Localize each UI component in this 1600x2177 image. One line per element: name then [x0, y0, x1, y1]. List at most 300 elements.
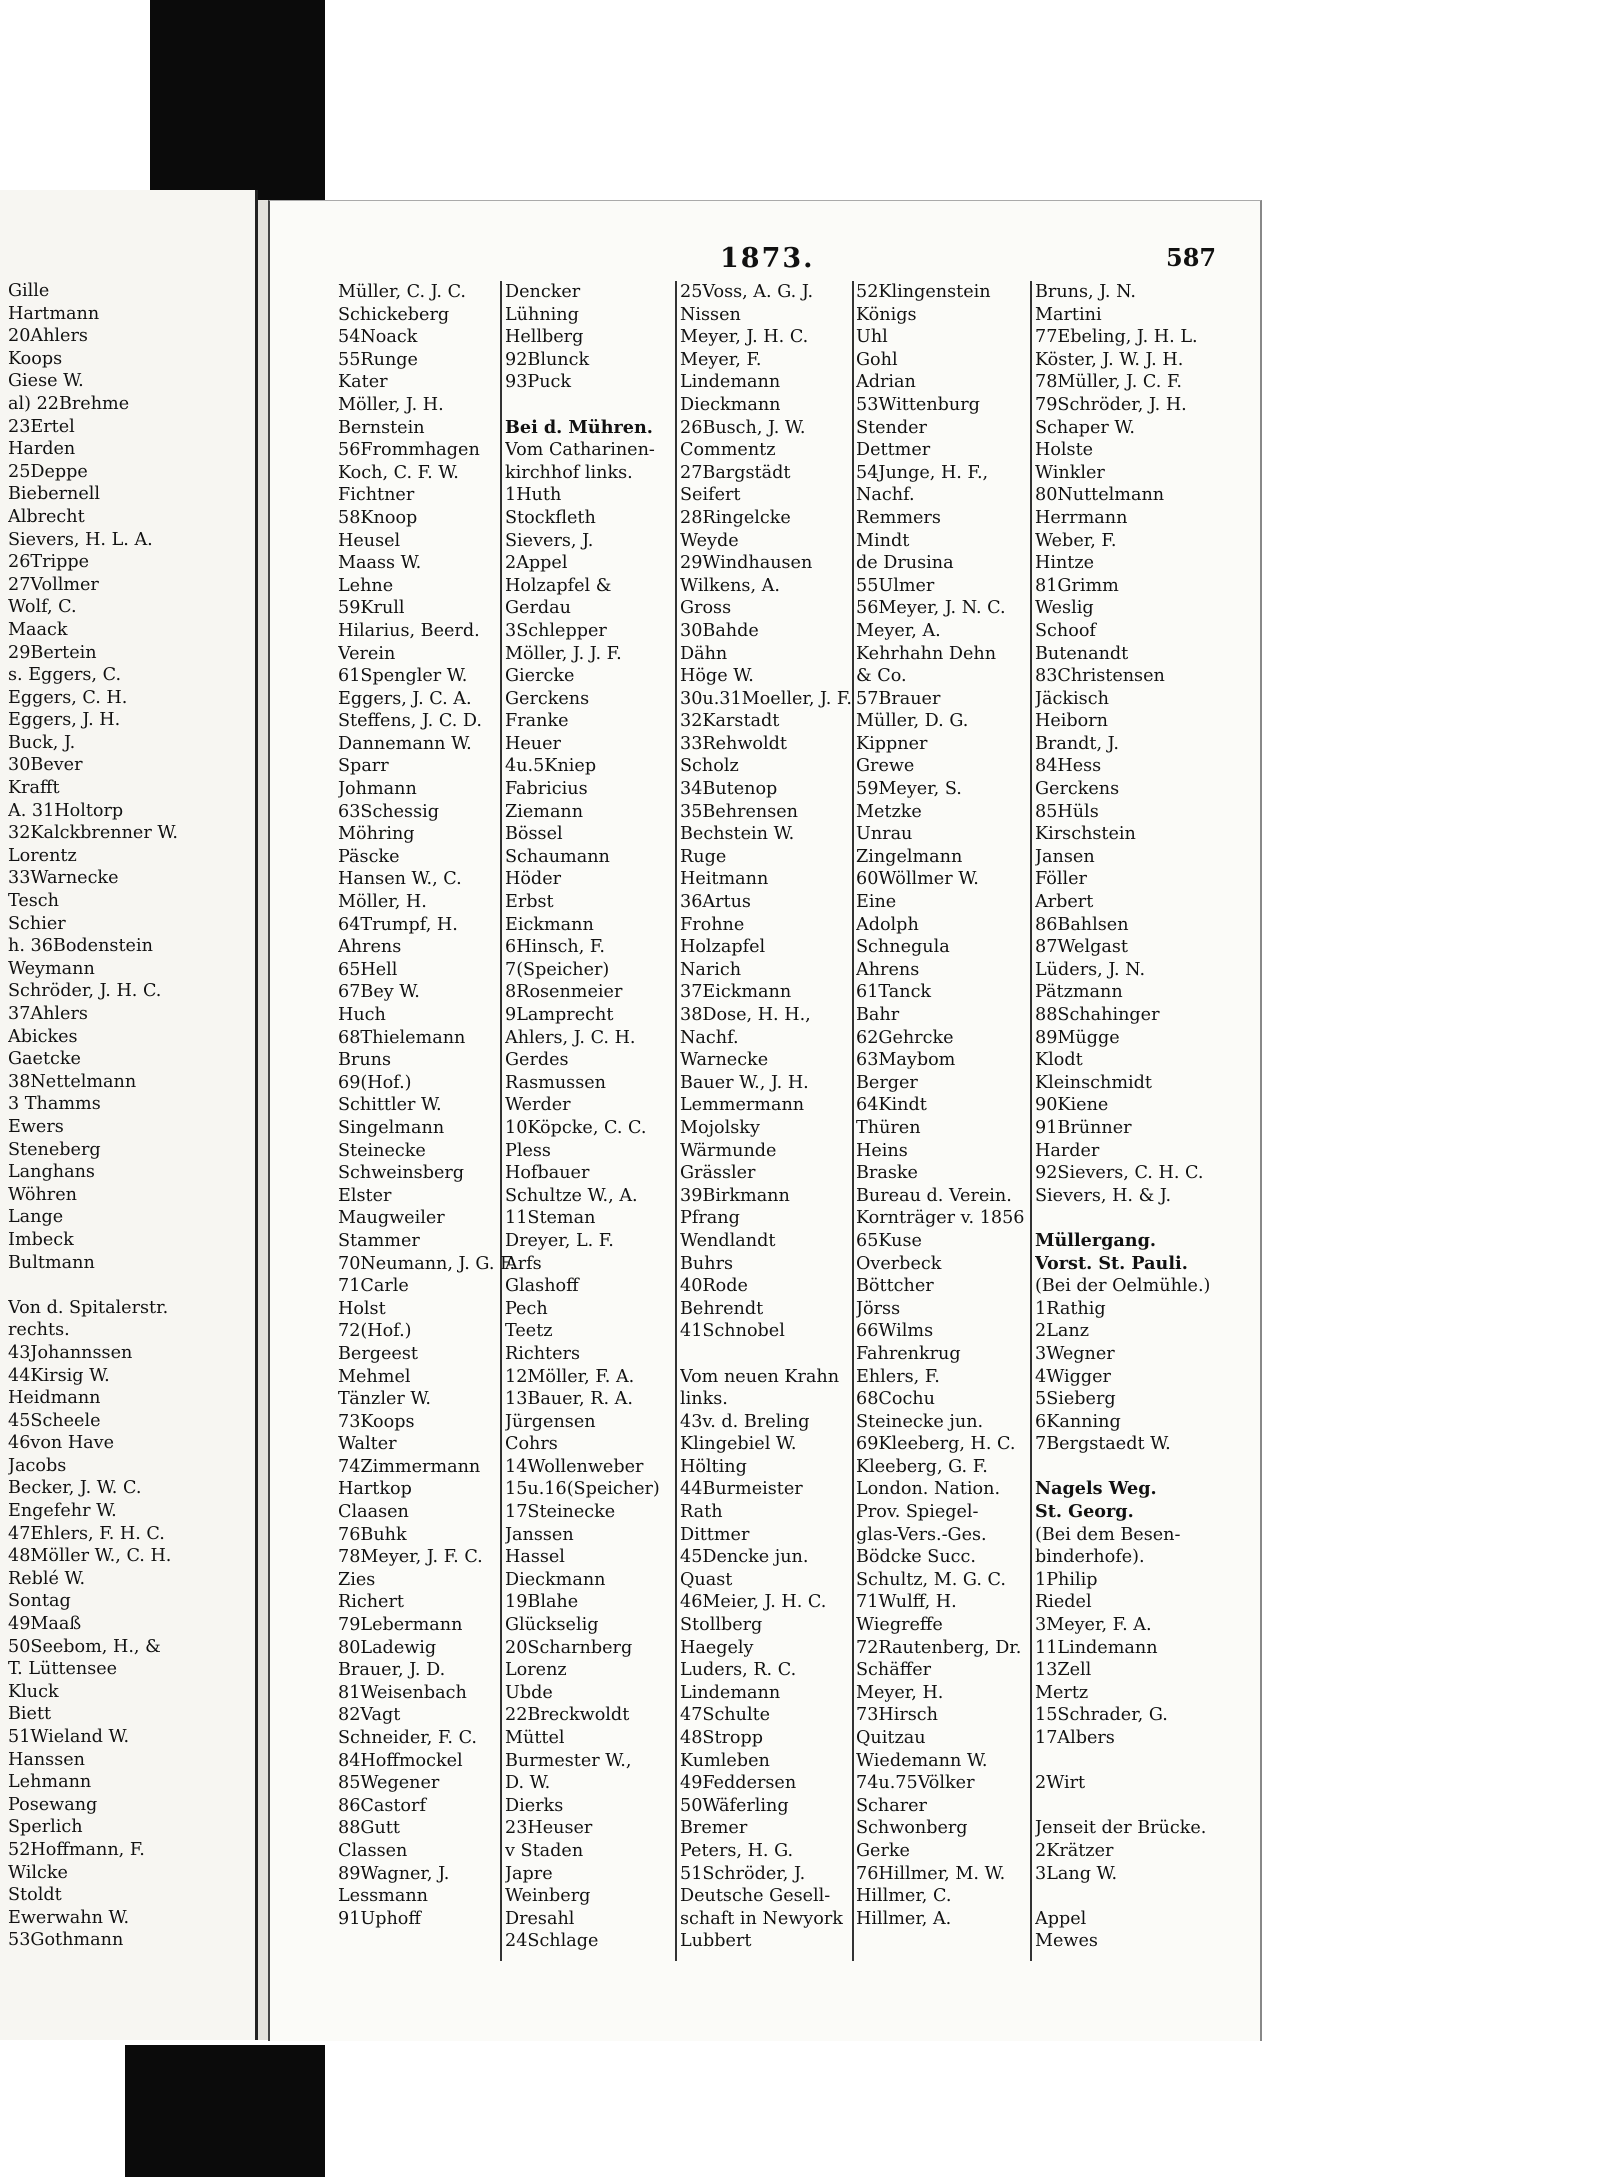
directory-entry: 32Karstadt: [680, 711, 780, 732]
directory-entry: Bechstein W.: [680, 824, 795, 845]
directory-entry: Glashoff: [505, 1276, 579, 1297]
directory-entry: Möller, J. H.: [338, 394, 444, 415]
directory-entry: Fichtner: [338, 485, 415, 506]
directory-entry: 89Wagner, J.: [338, 1863, 450, 1884]
directory-entry: 49Maaß: [8, 1614, 82, 1635]
directory-entry: Eine: [856, 892, 897, 913]
directory-entry: Lühning: [505, 304, 579, 325]
directory-entry: 78Müller, J. C. F.: [1035, 372, 1183, 393]
directory-entry: 43Johannssen: [8, 1342, 133, 1363]
directory-entry: 29Windhausen: [680, 553, 813, 574]
directory-entry: Burmester W.,: [505, 1750, 632, 1771]
directory-entry: Ahlers, J. C. H.: [505, 1027, 636, 1048]
directory-entry: al) 22Brehme: [8, 393, 130, 414]
directory-entry: Thüren: [856, 1117, 921, 1138]
directory-entry: Maugweiler: [338, 1208, 445, 1229]
directory-entry: Schickeberg: [338, 304, 450, 325]
directory-entry: Stoldt: [8, 1885, 62, 1906]
directory-entry: & Co.: [856, 666, 907, 687]
directory-entry: 2Krätzer: [1035, 1840, 1114, 1861]
directory-entry: [1035, 1456, 1210, 1479]
directory-entry: Zingelmann: [856, 846, 963, 867]
directory-entry: 26Trippe: [8, 552, 90, 573]
directory-entry: 76Buhk: [338, 1524, 407, 1545]
directory-entry: Wilkens, A.: [680, 575, 780, 596]
directory-entry: 68Thielemann: [338, 1027, 466, 1048]
directory-entry: 56Meyer, J. N. C.: [856, 598, 1006, 619]
directory-entry: 37Eickmann: [680, 982, 792, 1003]
directory-entry: 12Möller, F. A.: [505, 1366, 635, 1387]
directory-entry: 4Wigger: [1035, 1366, 1111, 1387]
directory-entry: Adolph: [856, 914, 919, 935]
page-number: 587: [1166, 243, 1217, 272]
directory-entry: Meyer, A.: [856, 620, 941, 641]
directory-entry: Schnegula: [856, 937, 950, 958]
directory-entry: Dieckmann: [680, 394, 781, 415]
directory-entry: Müller, D. G.: [856, 711, 969, 732]
column-rule: [1030, 281, 1032, 1961]
directory-entry: Vom neuen Krahn: [680, 1366, 840, 1387]
directory-entry: 15Schrader, G.: [1035, 1705, 1168, 1726]
directory-entry: 58Knoop: [338, 507, 418, 528]
directory-entry: 3Schlepper: [505, 620, 607, 641]
directory-entry: 59Krull: [338, 598, 405, 619]
directory-column-3: [680, 281, 852, 1953]
directory-entry: 24Schlage: [505, 1931, 599, 1952]
directory-entry: 40Rode: [680, 1276, 748, 1297]
directory-entry: Claasen: [338, 1502, 409, 1523]
directory-entry: 80Ladewig: [338, 1637, 437, 1658]
directory-entry: 30Bahde: [680, 620, 759, 641]
directory-entry: 2Lanz: [1035, 1321, 1089, 1342]
directory-entry: Jenseit der Brücke.: [1035, 1818, 1207, 1839]
directory-entry: Quitzau: [856, 1728, 926, 1748]
directory-entry: 80Nuttelmann: [1035, 485, 1165, 506]
directory-entry: Harder: [1035, 1140, 1100, 1161]
directory-entry: 49Feddersen: [680, 1773, 797, 1794]
directory-entry: 33Rehwoldt: [680, 733, 787, 754]
directory-entry: 3Wegner: [1035, 1343, 1115, 1364]
directory-entry: [505, 394, 660, 417]
directory-entry: Weslig: [1035, 598, 1094, 619]
directory-entry: Mindt: [856, 530, 910, 551]
directory-entry: Lange: [8, 1207, 64, 1228]
directory-entry: 32Kalckbrenner W.: [8, 823, 178, 844]
directory-entry: Johmann: [338, 779, 417, 800]
directory-entry: Kornträger v. 1856: [856, 1208, 1025, 1229]
directory-entry: Weyde: [680, 530, 739, 551]
directory-entry: 5Sieberg: [1035, 1389, 1116, 1410]
directory-entry: Schröder, J. H. C.: [8, 981, 162, 1002]
directory-entry: Weymann: [8, 958, 95, 979]
directory-entry: 52Klingenstein: [856, 282, 991, 302]
directory-entry: Lüders, J. N.: [1035, 959, 1146, 980]
page-gutter: [258, 200, 268, 2040]
directory-entry: Sievers, J.: [505, 530, 594, 551]
directory-entry: 71Wulff, H.: [856, 1592, 957, 1613]
directory-entry: 6Kanning: [1035, 1411, 1121, 1432]
directory-entry: Dierks: [505, 1795, 564, 1816]
directory-entry: 1Rathig: [1035, 1298, 1106, 1319]
directory-entry: Hintze: [1035, 553, 1095, 574]
directory-entry: 36Artus: [680, 892, 751, 913]
directory-entry: Winkler: [1035, 462, 1105, 483]
directory-entry: (Bei dem Besen-: [1035, 1524, 1181, 1545]
directory-entry: 54Noack: [338, 327, 418, 348]
directory-entry: Schittler W.: [338, 1095, 442, 1116]
directory-entry: 70Neumann, J. G. F.: [338, 1253, 516, 1274]
left-page: [0, 190, 258, 2040]
directory-entry: Gross: [680, 598, 732, 619]
directory-entry: Reblé W.: [8, 1568, 86, 1589]
directory-entry: Mertz: [1035, 1682, 1089, 1703]
directory-entry: 20Ahlers: [8, 326, 88, 347]
directory-entry: Nissen: [680, 304, 741, 325]
directory-entry: Herrmann: [1035, 507, 1128, 528]
directory-entry: Giese W.: [8, 371, 84, 392]
directory-entry: Schäffer: [856, 1660, 932, 1681]
directory-entry: 20Scharnberg: [505, 1637, 633, 1658]
directory-entry: Gerckens: [505, 688, 590, 709]
directory-entry: Maass W.: [338, 553, 422, 574]
directory-entry: Schwonberg: [856, 1818, 968, 1839]
directory-entry: 44Kirsig W.: [8, 1365, 110, 1386]
directory-entry: 86Bahlsen: [1035, 914, 1129, 935]
directory-entry: Rasmussen: [505, 1072, 606, 1093]
directory-entry: Steneberg: [8, 1139, 101, 1160]
year-heading: 1873.: [720, 243, 815, 274]
directory-entry: 61Spengler W.: [338, 666, 468, 687]
directory-entry: 1Huth: [505, 485, 562, 506]
directory-entry: 69(Hof.): [338, 1072, 412, 1093]
directory-entry: links.: [680, 1389, 728, 1410]
directory-entry: 7(Speicher): [505, 959, 610, 980]
directory-entry: 3 Thamms: [8, 1094, 101, 1115]
directory-entry: Höge W.: [680, 666, 754, 687]
directory-entry: Fahrenkrug: [856, 1343, 961, 1364]
directory-entry: 27Bargstädt: [680, 462, 791, 483]
directory-entry: 87Welgast: [1035, 937, 1128, 958]
book-spine-bottom: [125, 2045, 325, 2177]
directory-entry: 84Hoffmockel: [338, 1750, 463, 1771]
directory-entry: Giercke: [505, 666, 575, 687]
directory-entry: Steinecke jun.: [856, 1411, 984, 1432]
directory-entry: Holzapfel &: [505, 575, 612, 596]
directory-entry: 71Carle: [338, 1276, 409, 1297]
directory-entry: Riedel: [1035, 1592, 1092, 1613]
directory-entry: Grewe: [856, 756, 915, 777]
directory-entry: Butenandt: [1035, 643, 1129, 664]
directory-entry: Warnecke: [680, 1050, 769, 1071]
directory-column-4: [856, 281, 1024, 1930]
directory-entry: 74Zimmermann: [338, 1456, 481, 1477]
directory-entry: Wendlandt: [680, 1230, 776, 1251]
directory-entry: Hellberg: [505, 327, 584, 348]
directory-entry: Meyer, H.: [856, 1682, 944, 1703]
directory-entry: Dreyer, L. F.: [505, 1230, 614, 1251]
directory-entry: 81Grimm: [1035, 575, 1119, 596]
directory-entry: (Bei der Oelmühle.): [1035, 1276, 1211, 1297]
directory-entry: Mehmel: [338, 1366, 411, 1387]
directory-entry: Hartmann: [8, 303, 100, 324]
directory-column-1: [338, 281, 515, 1930]
directory-entry: Hansen W., C.: [338, 869, 462, 890]
directory-entry: Sontag: [8, 1591, 71, 1612]
directory-entry: Pätzmann: [1035, 982, 1123, 1003]
directory-entry: Huch: [338, 1005, 386, 1025]
directory-entry: Haegely: [680, 1637, 754, 1658]
directory-entry: Bergeest: [338, 1343, 418, 1364]
directory-entry: Hillmer, C.: [856, 1886, 952, 1907]
directory-entry: 93Puck: [505, 372, 572, 393]
directory-entry: 9Lamprecht: [505, 1005, 614, 1025]
directory-entry: Holste: [1035, 440, 1094, 461]
directory-entry: Mojolsky: [680, 1117, 760, 1138]
directory-entry: 54Junge, H. F.,: [856, 462, 989, 483]
directory-entry: Biett: [8, 1704, 52, 1725]
directory-entry: Ahrens: [856, 959, 920, 980]
directory-entry: 88Schahinger: [1035, 1005, 1160, 1025]
directory-entry: Steinecke: [338, 1140, 426, 1161]
directory-entry: Quast: [680, 1569, 733, 1590]
directory-entry: Brauer, J. D.: [338, 1660, 446, 1681]
directory-entry: Gerdes: [505, 1050, 569, 1071]
directory-entry: 43v. d. Breling: [680, 1411, 810, 1432]
directory-entry: Eggers, C. H.: [8, 687, 128, 708]
directory-entry: 33Warnecke: [8, 868, 119, 889]
directory-entry: Nachf.: [680, 1027, 739, 1048]
directory-entry: Hofbauer: [505, 1163, 590, 1184]
directory-entry: Müllergang.: [1035, 1229, 1157, 1251]
column-rule: [852, 281, 854, 1961]
directory-entry: Arbert: [1035, 892, 1094, 913]
directory-entry: 62Gehrcke: [856, 1027, 954, 1048]
directory-entry: Bruns: [338, 1050, 392, 1071]
directory-entry: Frohne: [680, 914, 745, 935]
directory-entry: 89Mügge: [1035, 1027, 1120, 1048]
directory-entry: s. Eggers, C.: [8, 665, 122, 686]
directory-entry: Remmers: [856, 507, 941, 528]
directory-entry: Ruge: [680, 846, 727, 867]
directory-entry: Teetz: [505, 1321, 553, 1342]
directory-entry: Steffens, J. C. D.: [338, 711, 482, 732]
directory-entry: Unrau: [856, 824, 913, 845]
directory-entry: 25Deppe: [8, 461, 88, 482]
directory-entry: 27Vollmer: [8, 574, 99, 595]
directory-entry: Pless: [505, 1140, 551, 1161]
directory-entry: 51Wieland W.: [8, 1727, 130, 1747]
directory-entry: 55Runge: [338, 349, 418, 370]
directory-entry: Bauer W., J. H.: [680, 1072, 809, 1093]
directory-entry: 23Ertel: [8, 416, 75, 437]
directory-entry: de Drusina: [856, 553, 954, 574]
directory-entry: Tänzler W.: [338, 1389, 431, 1410]
directory-entry: Heitmann: [680, 869, 769, 890]
directory-entry: Hilarius, Beerd.: [338, 620, 480, 641]
directory-entry: Abickes: [8, 1026, 78, 1047]
directory-entry: Tesch: [8, 891, 59, 912]
directory-entry: Ehlers, F.: [856, 1366, 940, 1387]
directory-entry: Becker, J. W. C.: [8, 1478, 142, 1499]
directory-entry: Buck, J.: [8, 732, 76, 753]
directory-entry: 46von Have: [8, 1433, 115, 1454]
directory-entry: Wiedemann W.: [856, 1750, 988, 1771]
directory-entry: Bödcke Succ.: [856, 1547, 976, 1568]
directory-entry: glas-Vers.-Ges.: [856, 1524, 987, 1545]
directory-entry: Brandt, J.: [1035, 733, 1119, 754]
directory-entry: Bernstein: [338, 417, 425, 438]
directory-entry: Lorenz: [505, 1660, 567, 1681]
directory-entry: 47Schulte: [680, 1705, 771, 1726]
directory-entry: Böttcher: [856, 1276, 934, 1297]
directory-entry: 53Gothmann: [8, 1930, 124, 1951]
directory-entry: Jörss: [856, 1298, 901, 1319]
directory-entry: Kleeberg, G. F.: [856, 1456, 988, 1477]
directory-entry: 30Bever: [8, 755, 83, 776]
directory-entry: 67Bey W.: [338, 982, 420, 1003]
directory-entry: 74u.75Völker: [856, 1773, 975, 1794]
directory-entry: 72Rautenberg, Dr.: [856, 1637, 1022, 1658]
directory-entry: Schultz, M. G. C.: [856, 1569, 1006, 1590]
directory-entry: 1Philip: [1035, 1569, 1098, 1590]
directory-entry: Erbst: [505, 892, 554, 913]
directory-entry: 73Koops: [338, 1411, 415, 1432]
directory-entry: [1035, 1750, 1210, 1773]
directory-entry: 35Behrensen: [680, 801, 798, 822]
directory-entry: Harden: [8, 439, 76, 460]
directory-entry: Sperlich: [8, 1817, 83, 1838]
directory-entry: 68Cochu: [856, 1389, 935, 1410]
directory-entry: h. 36Bodenstein: [8, 936, 153, 957]
directory-entry: rechts.: [8, 1320, 70, 1341]
directory-entry: Albrecht: [8, 506, 85, 527]
directory-entry: Langhans: [8, 1162, 95, 1183]
directory-entry: Behrendt: [680, 1298, 764, 1319]
directory-entry: Cohrs: [505, 1434, 558, 1455]
directory-entry: 50Wäferling: [680, 1795, 789, 1816]
directory-entry: Lindemann: [680, 1682, 781, 1703]
directory-entry: Bahr: [856, 1005, 900, 1025]
directory-entry: 92Sievers, C. H. C.: [1035, 1163, 1204, 1184]
directory-entry: Bei d. Mühren.: [505, 416, 653, 438]
directory-entry: 64Kindt: [856, 1095, 927, 1116]
directory-entry: 39Birkmann: [680, 1185, 790, 1206]
directory-entry: Lehne: [338, 575, 394, 596]
directory-entry: 91Brünner: [1035, 1117, 1132, 1138]
directory-entry: Seifert: [680, 485, 741, 506]
directory-entry: Krafft: [8, 778, 60, 799]
directory-entry: Eickmann: [505, 914, 594, 935]
directory-entry: Kirschstein: [1035, 824, 1136, 845]
directory-entry: 76Hillmer, M. W.: [856, 1863, 1006, 1884]
directory-entry: Nachf.: [856, 485, 915, 506]
directory-entry: Schultze W., A.: [505, 1185, 638, 1206]
directory-entry: Stollberg: [680, 1615, 763, 1636]
directory-entry: 34Butenop: [680, 779, 778, 800]
directory-entry: Köster, J. W. J. H.: [1035, 349, 1184, 370]
directory-entry: Lemmermann: [680, 1095, 805, 1116]
directory-entry: 79Schröder, J. H.: [1035, 394, 1187, 415]
directory-entry: Ewerwahn W.: [8, 1907, 130, 1928]
directory-column-5: [1035, 281, 1210, 1953]
directory-entry: 2Wirt: [1035, 1773, 1086, 1794]
directory-entry: Heidmann: [8, 1388, 101, 1409]
directory-entry: 8Rosenmeier: [505, 982, 623, 1003]
directory-entry: Dähn: [680, 643, 728, 664]
directory-entry: Singelmann: [338, 1117, 445, 1138]
directory-entry: Wöhren: [8, 1184, 77, 1205]
directory-entry: 17Albers: [1035, 1728, 1115, 1748]
directory-entry: Mewes: [1035, 1931, 1098, 1952]
directory-entry: Luders, R. C.: [680, 1660, 797, 1681]
directory-entry: Engefehr W.: [8, 1501, 117, 1522]
directory-entry: Buhrs: [680, 1253, 734, 1274]
directory-entry: Adrian: [856, 372, 916, 393]
directory-entry: Scharer: [856, 1795, 927, 1816]
directory-entry: 59Meyer, S.: [856, 779, 962, 800]
directory-entry: Gerckens: [1035, 779, 1120, 800]
directory-entry: Martini: [1035, 304, 1102, 325]
directory-entry: Stender: [856, 417, 927, 438]
directory-entry: [1035, 1885, 1210, 1908]
directory-entry: 72(Hof.): [338, 1321, 412, 1342]
directory-entry: [8, 1274, 178, 1297]
directory-entry: 14Wollenweber: [505, 1456, 644, 1477]
directory-entry: Stammer: [338, 1230, 420, 1251]
directory-entry: Dettmer: [856, 440, 931, 461]
directory-entry: Werder: [505, 1095, 571, 1116]
directory-entry: Zies: [338, 1569, 376, 1590]
directory-entry: Verein: [338, 643, 396, 664]
directory-entry: 3Lang W.: [1035, 1863, 1118, 1884]
directory-entry: 28Ringelcke: [680, 507, 791, 528]
directory-entry: 25Voss, A. G. J.: [680, 282, 814, 302]
directory-entry: Glückselig: [505, 1615, 599, 1636]
directory-entry: Gerdau: [505, 598, 571, 619]
directory-entry: Ubde: [505, 1682, 553, 1703]
directory-entry: 48Möller W., C. H.: [8, 1546, 172, 1567]
directory-entry: Dresahl: [505, 1908, 575, 1929]
directory-entry: Vom Catharinen-: [505, 440, 655, 461]
directory-entry: 46Meier, J. H. C.: [680, 1592, 827, 1613]
directory-entry: Ewers: [8, 1116, 64, 1137]
directory-entry: 56Frommhagen: [338, 440, 480, 461]
directory-entry: 30u.31Moeller, J. F.: [680, 688, 852, 709]
directory-entry: Schoof: [1035, 620, 1096, 641]
directory-entry: 85Wegener: [338, 1773, 440, 1794]
directory-entry: 38Dose, H. H.,: [680, 1005, 811, 1025]
directory-entry: Kleinschmidt: [1035, 1072, 1152, 1093]
directory-entry: Sparr: [338, 756, 389, 777]
directory-entry: 29Bertein: [8, 642, 97, 663]
directory-entry: Dannemann W.: [338, 733, 472, 754]
directory-entry: 44Burmeister: [680, 1479, 803, 1500]
directory-entry: 84Hess: [1035, 756, 1102, 777]
directory-column-2: [505, 281, 660, 1953]
directory-entry: Lehmann: [8, 1772, 92, 1793]
directory-entry: Bössel: [505, 824, 563, 845]
directory-entry: 73Hirsch: [856, 1705, 938, 1726]
directory-entry: Commentz: [680, 440, 776, 461]
directory-entry: Classen: [338, 1840, 408, 1861]
directory-entry: Lubbert: [680, 1931, 752, 1952]
directory-entry: 64Trumpf, H.: [338, 914, 458, 935]
directory-entry: Uhl: [856, 327, 888, 348]
directory-entry: Meyer, F.: [680, 349, 762, 370]
directory-entry: Hölting: [680, 1456, 747, 1477]
directory-entry: 92Blunck: [505, 349, 590, 370]
directory-entry: 41Schnobel: [680, 1321, 785, 1342]
